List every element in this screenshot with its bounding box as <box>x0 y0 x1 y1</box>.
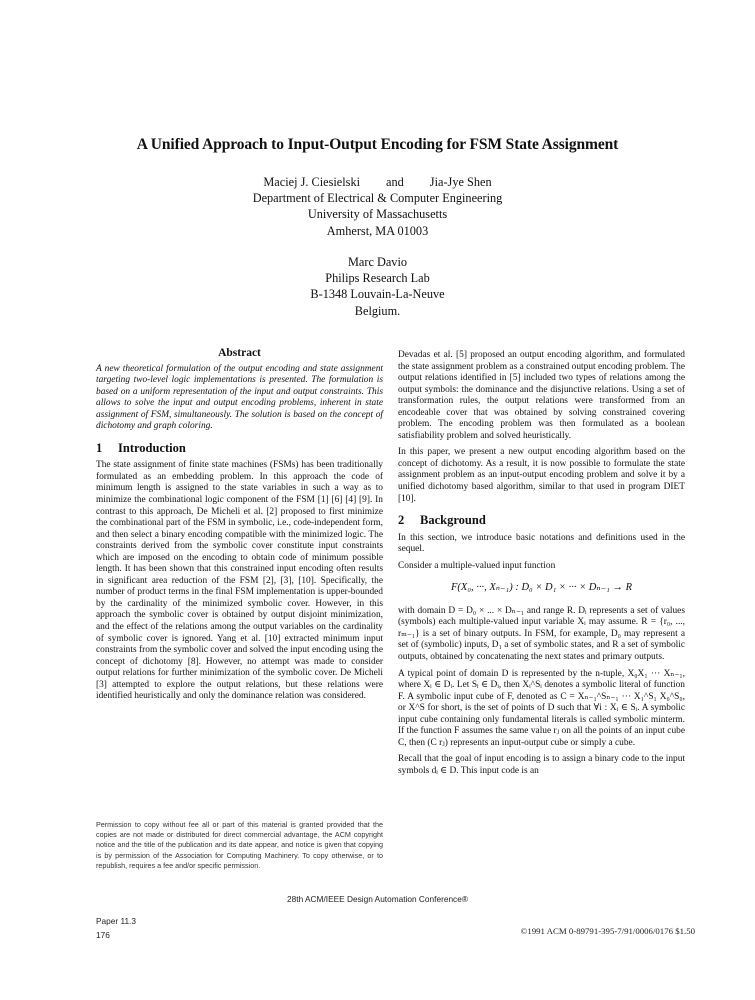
background-paragraph: In this section, we introduce basic notations and definitions used in the sequel. <box>398 532 685 555</box>
intro-paragraph: In this paper, we present a new output encoding algorithm based on the concept of dichotomy. As a result, it is now possible to formulate the state assignment problem as an input-output encoding problem and solve it by a unified dichotomy based algorithm, similar to that used in program DIET [10]. <box>398 447 685 504</box>
author-institution: University of Massachusetts <box>307 207 448 222</box>
author-conjunction: and <box>386 175 404 189</box>
author-block-1 <box>0 174 755 239</box>
permission-notice: Permission to copy without fee all or part of this material is granted provided that the copies are not made or distributed for direct commercial advantage, the ACM copyright notice and the title of the publication and its date appear, and notice is given that copying is by permission of the Association for Computing Machinery. To copy otherwise, or to republish, requires a fee and/or specific permission. <box>96 820 383 870</box>
paper-number: Paper 11.3 <box>96 916 136 926</box>
author-country: Belgium. <box>354 303 401 318</box>
background-paragraph: Recall that the goal of input encoding is to assign a binary code to the input symbols dᵢ ∈ D. This input code is an <box>398 754 685 776</box>
abstract-body: A new theoretical formulation of the output encoding and state assignment targeting two-level logic implementations is presented. The formulation is based on a uniform representation of the input and output constraints. This allows to solve the input and output encoding problems, inherent in state assignment of FSM, simultaneously. The solution is based on the concept of dichotomy and graph coloring. <box>96 363 383 432</box>
author-institution: Philips Research Lab <box>325 271 430 286</box>
background-paragraph: Consider a multiple-valued input function <box>398 560 556 571</box>
author-department: Department of Electrical & Computer Engineering <box>252 191 503 206</box>
background-paragraph: A typical point of domain D is represented by the n-tuple, X₀X₁ ··· Xₙ₋₁, where Xᵢ ∈ Dᵢ. Let Sᵢ ∈ Dᵢ, then Xᵢ^Sᵢ denotes a symbolic literal of function F. A symbolic input cube of F, denoted as C = Xₙ₋₁^Sₙ₋₁ ··· X₁^S₁ X₀^S₀, or X^S for short, is the set of points of D such that ∀i : Xᵢ ∈ Sᵢ. A symbolic input cube containing only fundamental literals is called symbolic minterm. If the function F assumes the same value rⱼ on all the points of an input cube C, then (C rⱼ) represents an input-output cube or simply a cube. <box>398 668 685 748</box>
page-number: 176 <box>96 930 110 940</box>
paper-title: A Unified Approach to Input-Output Encoding for FSM State Assignment <box>136 136 619 153</box>
intro-paragraph: Devadas et al. [5] proposed an output encoding algorithm, and formulated the state assignment problem as a constrained output encoding problem. The output relations identified in [5] included two types of relations among the output symbols: the dominance and the disjunctive relations. Using a set of transformation rules, the output relations were transformed from an encodeable cover that was obtained by solving constrained covering problem. The encoding problem was then formulated as a boolean satisfiability problem and solved heuristically. <box>398 350 685 441</box>
copyright-footer: ©1991 ACM 0-89791-395-7/91/0006/0176 $1.50 <box>520 926 695 936</box>
section-heading-introduction: 1 Introduction <box>96 440 186 455</box>
author-block-2 <box>0 254 755 319</box>
author-name: Maciej J. Ciesielski <box>263 175 361 189</box>
section-heading-background: 2 Background <box>398 513 486 528</box>
left-column <box>96 348 383 708</box>
intro-paragraph: The state assignment of finite state machines (FSMs) has been traditionally formulated as an embedding problem. In this approach the code of minimum length is assigned to the state variables in such a way as to minimize the combinational logic component of the FSM [1] [6] [4] [9]. In contrast to this approach, De Micheli et al. [2] proposed to first minimize the combinational part of the FSM in symbolic, i.e., code-independent form, and then select a binary encoding compatible with the minimized logic. The constraints derived from the symbolic cover constitute input constraints which are imposed on the encoding to obtain code of minimum possible length. It has been shown that this constrained input encoding often results in significant area reduction of the FSM [2], [3], [10]. Specifically, the number of product terms in the final FSM implementation is upper-bounded by the cardinality of the minimized symbolic cover. However, in this approach the symbolic cover is obtained by output disjoint minimization, and the effect of the relations among the output variables on the cardinality of symbolic cover is ignored. Yang et al. [10] extracted minimum input constraints from the symbolic cover and solved the input encoding using the concept of dichotomy [8]. However, no attempt was made to consider output relations for further minimization of the symbolic cover. De Micheli [3] attempted to explore the output relations, but these relations were identified heuristically and only the dominance relation was considered. <box>96 460 383 702</box>
background-paragraph: with domain D = D₀ × ... × Dₙ₋₁ and range R. Dᵢ represents a set of values (symbols) each multiple-valued input variable Xᵢ may assume. R = {r₀, ..., rₘ₋₁} is a set of binary outputs. In FSM, for example, D₀ may represent a set of (symbolic) inputs, D₁ a set of symbolic states, and R a set of symbolic outputs, obtained by concatenating the next states and primary outputs. <box>398 605 685 663</box>
author-address: B-1348 Louvain-La-Neuve <box>310 287 445 302</box>
paper-footer <box>96 914 136 942</box>
abstract-heading: Abstract <box>218 347 261 359</box>
right-column <box>398 350 685 783</box>
author-name: Jia-Jye Shen <box>429 175 492 189</box>
conference-footer: 28th ACM/IEEE Design Automation Conference® <box>287 894 468 904</box>
author-address: Amherst, MA 01003 <box>326 223 429 238</box>
author-line <box>0 174 755 190</box>
function-equation: F(X₀, ···, Xₙ₋₁) : D₀ × D₁ × ··· × Dₙ₋₁ → R <box>451 582 632 594</box>
author-name: Marc Davio <box>347 255 408 269</box>
